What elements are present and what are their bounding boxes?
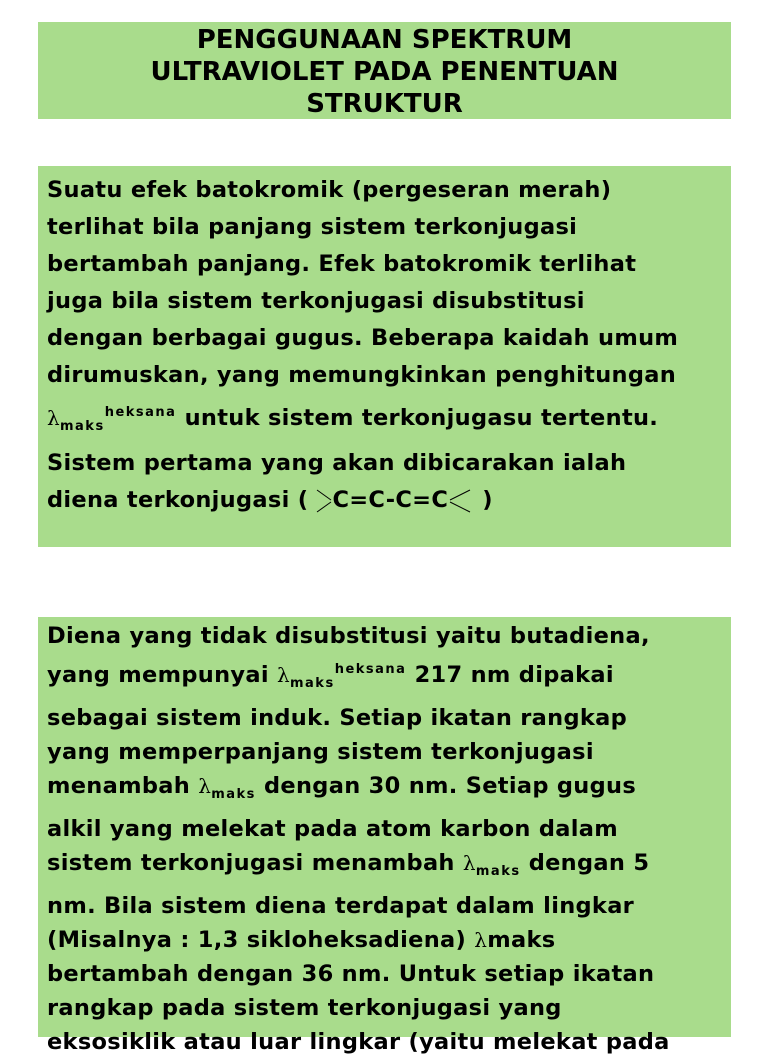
text-fragment: diena terkonjugasi (: [47, 487, 317, 513]
right-bond-lines-icon: [448, 488, 474, 514]
text-fragment: (Misalnya : 1,3 sikloheksadiena): [47, 927, 475, 953]
paragraph-1: [38, 166, 731, 519]
lambda-symbol: λ: [47, 406, 60, 430]
text-line: Diena yang tidak disubstitusi yaitu butadiena,: [47, 623, 650, 649]
text-fragment: ): [474, 487, 493, 513]
text-line: [47, 769, 731, 812]
lambda-symbol: λ: [462, 851, 476, 875]
title-line-1: PENGGUNAAN SPEKTRUM: [196, 25, 573, 55]
title-box: [38, 22, 731, 119]
text-line: terlihat bila panjang sistem terkonjugasi: [47, 214, 578, 240]
text-fragment: dengan 5: [520, 850, 650, 876]
diene-formula: C=C-C=C: [332, 487, 449, 513]
text-line: yang memperpanjang sistem terkonjugasi: [47, 739, 594, 765]
paragraph-box-2: [38, 617, 731, 1055]
text-fragment: sistem terkonjugasi menambah: [47, 850, 463, 876]
maks-subscript: maks: [475, 864, 521, 879]
text-fragment: maks: [487, 927, 556, 953]
text-line: juga bila sistem terkonjugasi disubstitusi: [47, 288, 585, 314]
title-line-3: STRUKTUR: [306, 89, 463, 119]
text-line: alkil yang melekat pada atom karbon dalam: [47, 816, 619, 842]
paragraph-box-1: [38, 166, 731, 547]
text-line: nm. Bila sistem diena terdapat dalam lingkar: [47, 893, 635, 919]
heksana-superscript: heksana: [104, 405, 177, 420]
maks-subscript: maks: [289, 676, 335, 691]
heksana-superscript: heksana: [334, 662, 407, 677]
lambda-symbol: λ: [277, 663, 290, 687]
title-line-2: ULTRAVIOLET PADA PENENTUAN: [150, 57, 619, 87]
text-line: [47, 482, 731, 519]
text-fragment: dengan 30 nm. Setiap gugus: [255, 773, 637, 799]
text-fragment: 217 nm dipakai: [406, 662, 614, 688]
text-line: bertambah dengan 36 nm. Untuk setiap ikatan: [47, 961, 655, 987]
maks-subscript: maks: [59, 419, 105, 434]
text-fragment: yang mempunyai: [47, 662, 277, 688]
paragraph-2: [38, 617, 731, 1059]
maks-subscript: maks: [211, 787, 256, 802]
text-line: rangkap pada sistem terkonjugasi yang: [47, 995, 562, 1021]
text-line: [47, 846, 731, 889]
text-line: dirumuskan, yang memungkinkan penghitungan: [47, 362, 677, 388]
text-line: [47, 653, 731, 701]
text-line: dengan berbagai gugus. Beberapa kaidah umum: [47, 325, 679, 351]
text-line: [47, 394, 731, 445]
text-fragment: menambah: [47, 773, 199, 799]
text-line: sebagai sistem induk. Setiap ikatan rangkap: [47, 705, 628, 731]
text-line: eksosiklik atau luar lingkar (yaitu melekat pada: [47, 1029, 670, 1055]
text-fragment: untuk sistem terkonjugasu tertentu.: [176, 405, 659, 431]
text-line: [47, 923, 731, 957]
text-line: bertambah panjang. Efek batokromik terlihat: [47, 251, 637, 277]
left-bond-lines-icon: [316, 488, 332, 514]
text-line: Suatu efek batokromik (pergeseran merah): [47, 177, 612, 203]
lambda-symbol: λ: [474, 928, 488, 952]
lambda-symbol: λ: [198, 774, 212, 798]
text-line: Sistem pertama yang akan dibicarakan ialah: [47, 450, 627, 476]
